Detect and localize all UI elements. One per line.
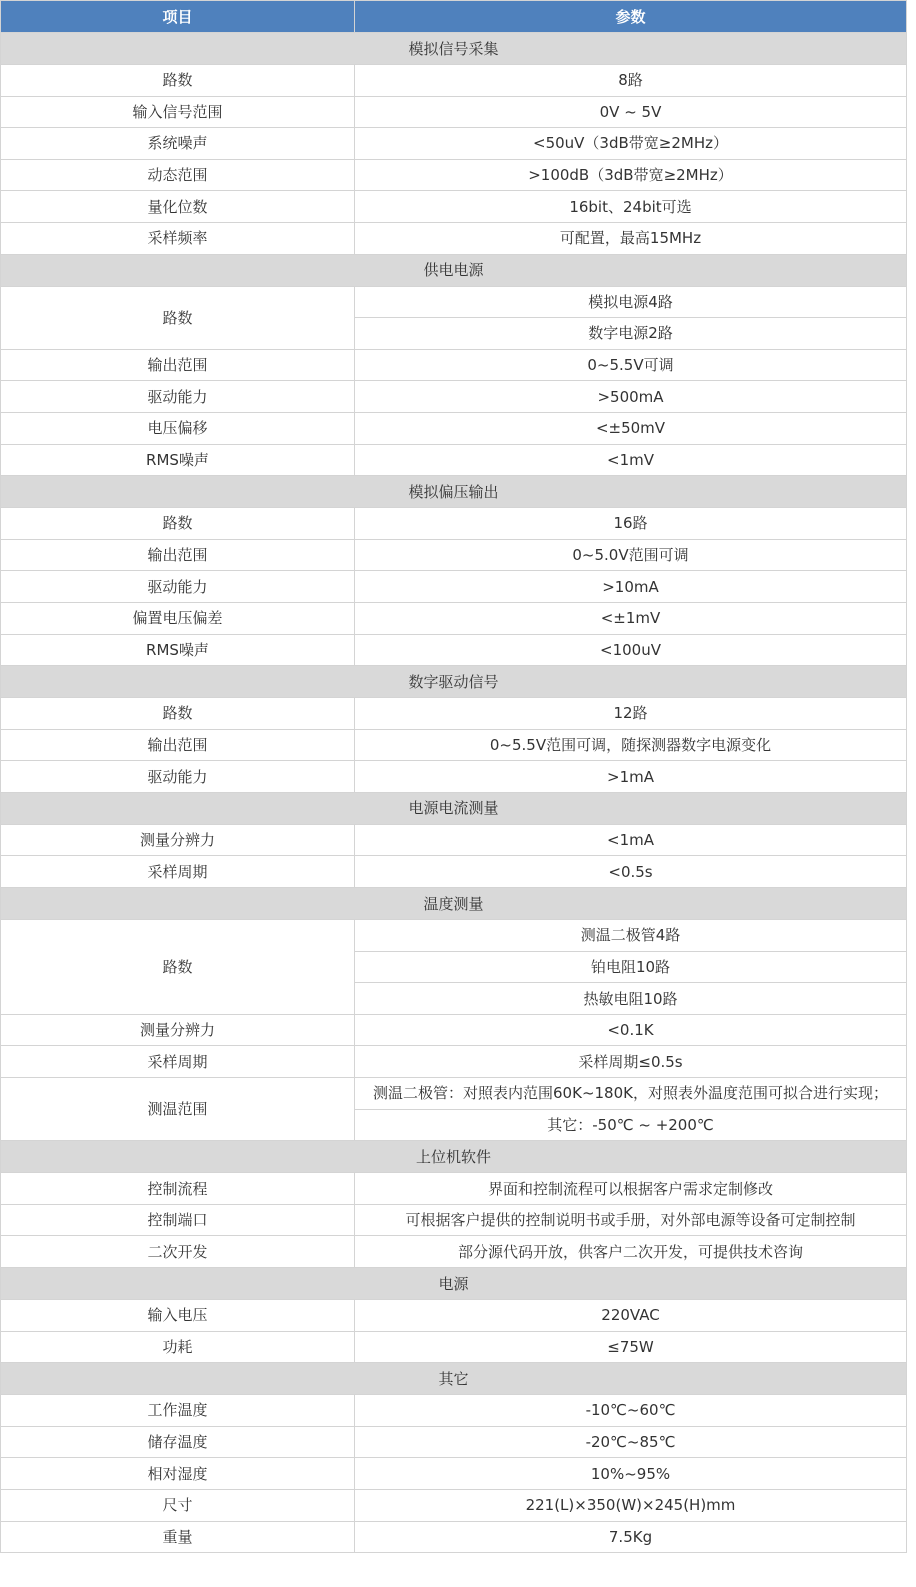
table-row bbox=[1, 1331, 907, 1363]
section-row bbox=[1, 1141, 907, 1173]
row-value: <100uV bbox=[355, 634, 907, 666]
row-label: 输出范围 bbox=[1, 539, 355, 571]
row-label: 输出范围 bbox=[1, 349, 355, 381]
row-value: -20℃~85℃ bbox=[355, 1426, 907, 1458]
section-title: 数字驱动信号 bbox=[1, 666, 907, 698]
table-row bbox=[1, 412, 907, 444]
row-label: 相对湿度 bbox=[1, 1458, 355, 1490]
section-row bbox=[1, 476, 907, 508]
table-row bbox=[1, 96, 907, 128]
row-value: 部分源代码开放，供客户二次开发，可提供技术咨询 bbox=[355, 1236, 907, 1268]
row-label: 采样周期 bbox=[1, 1046, 355, 1078]
row-label: 驱动能力 bbox=[1, 381, 355, 413]
row-value: 其它：-50℃ ~ +200℃ bbox=[355, 1109, 907, 1141]
row-label: 路数 bbox=[1, 65, 355, 97]
section-title: 其它 bbox=[1, 1363, 907, 1395]
table-row bbox=[1, 1521, 907, 1553]
row-label: 功耗 bbox=[1, 1331, 355, 1363]
table-row bbox=[1, 698, 907, 730]
table-header-row bbox=[1, 1, 907, 33]
row-label: 偏置电压偏差 bbox=[1, 602, 355, 634]
table-row bbox=[1, 824, 907, 856]
row-value: <1mV bbox=[355, 444, 907, 476]
row-value: 测温二极管：对照表内范围60K~180K，对照表外温度范围可拟合进行实现； bbox=[355, 1078, 907, 1110]
table-row bbox=[1, 349, 907, 381]
row-value: <±1mV bbox=[355, 602, 907, 634]
row-label: 测量分辨力 bbox=[1, 1014, 355, 1046]
row-value: ≤75W bbox=[355, 1331, 907, 1363]
row-label: 动态范围 bbox=[1, 159, 355, 191]
table-row bbox=[1, 65, 907, 97]
spec-body bbox=[1, 33, 907, 1553]
row-label: 驱动能力 bbox=[1, 571, 355, 603]
row-label: 重量 bbox=[1, 1521, 355, 1553]
row-value: >100dB（3dB带宽≥2MHz） bbox=[355, 159, 907, 191]
row-label: 二次开发 bbox=[1, 1236, 355, 1268]
row-value: 7.5Kg bbox=[355, 1521, 907, 1553]
table-row bbox=[1, 222, 907, 254]
row-label: 工作温度 bbox=[1, 1395, 355, 1427]
section-title: 供电电源 bbox=[1, 254, 907, 286]
row-value: 测温二极管4路 bbox=[355, 920, 907, 952]
row-value: 采样周期≤0.5s bbox=[355, 1046, 907, 1078]
table-row bbox=[1, 1395, 907, 1427]
table-row bbox=[1, 539, 907, 571]
table-row bbox=[1, 1300, 907, 1332]
section-title: 模拟信号采集 bbox=[1, 33, 907, 65]
row-label: 路数 bbox=[1, 286, 355, 349]
row-label: 路数 bbox=[1, 920, 355, 1015]
table-row bbox=[1, 1078, 907, 1110]
row-label: RMS噪声 bbox=[1, 444, 355, 476]
row-value: <0.1K bbox=[355, 1014, 907, 1046]
row-label: 输入信号范围 bbox=[1, 96, 355, 128]
row-label: 电压偏移 bbox=[1, 412, 355, 444]
table-row bbox=[1, 128, 907, 160]
row-value: >1mA bbox=[355, 761, 907, 793]
row-label: RMS噪声 bbox=[1, 634, 355, 666]
row-value: 可根据客户提供的控制说明书或手册，对外部电源等设备可定制控制 bbox=[355, 1204, 907, 1236]
row-value: 8路 bbox=[355, 65, 907, 97]
row-label: 测温范围 bbox=[1, 1078, 355, 1141]
table-row bbox=[1, 381, 907, 413]
table-row bbox=[1, 1236, 907, 1268]
table-row bbox=[1, 1489, 907, 1521]
table-row bbox=[1, 920, 907, 952]
section-title: 温度测量 bbox=[1, 888, 907, 920]
row-label: 储存温度 bbox=[1, 1426, 355, 1458]
table-row bbox=[1, 856, 907, 888]
row-label: 尺寸 bbox=[1, 1489, 355, 1521]
header-param: 参数 bbox=[355, 1, 907, 33]
row-value: 模拟电源4路 bbox=[355, 286, 907, 318]
row-value: -10℃~60℃ bbox=[355, 1395, 907, 1427]
row-label: 采样周期 bbox=[1, 856, 355, 888]
row-value: 10%~95% bbox=[355, 1458, 907, 1490]
row-value: 铂电阻10路 bbox=[355, 951, 907, 983]
table-row bbox=[1, 602, 907, 634]
table-row bbox=[1, 571, 907, 603]
table-row bbox=[1, 1426, 907, 1458]
table-row bbox=[1, 159, 907, 191]
table-row bbox=[1, 1458, 907, 1490]
row-value: <50uV（3dB带宽≥2MHz） bbox=[355, 128, 907, 160]
section-row bbox=[1, 666, 907, 698]
table-row bbox=[1, 761, 907, 793]
row-value: <0.5s bbox=[355, 856, 907, 888]
section-title: 上位机软件 bbox=[1, 1141, 907, 1173]
row-value: <±50mV bbox=[355, 412, 907, 444]
row-value: 0~5.0V范围可调 bbox=[355, 539, 907, 571]
section-row bbox=[1, 1268, 907, 1300]
row-value: <1mA bbox=[355, 824, 907, 856]
row-label: 测量分辨力 bbox=[1, 824, 355, 856]
table-row bbox=[1, 191, 907, 223]
row-label: 输出范围 bbox=[1, 729, 355, 761]
table-row bbox=[1, 1014, 907, 1046]
row-label: 系统噪声 bbox=[1, 128, 355, 160]
table-row bbox=[1, 1173, 907, 1205]
row-value: 12路 bbox=[355, 698, 907, 730]
table-row bbox=[1, 1046, 907, 1078]
section-row bbox=[1, 792, 907, 824]
section-row bbox=[1, 888, 907, 920]
row-value: 221(L)×350(W)×245(H)mm bbox=[355, 1489, 907, 1521]
row-label: 输入电压 bbox=[1, 1300, 355, 1332]
table-row bbox=[1, 286, 907, 318]
table-row bbox=[1, 729, 907, 761]
section-row bbox=[1, 254, 907, 286]
row-value: 0~5.5V范围可调，随探测器数字电源变化 bbox=[355, 729, 907, 761]
row-label: 量化位数 bbox=[1, 191, 355, 223]
section-title: 模拟偏压输出 bbox=[1, 476, 907, 508]
row-value: >500mA bbox=[355, 381, 907, 413]
row-value: >10mA bbox=[355, 571, 907, 603]
row-value: 0V ~ 5V bbox=[355, 96, 907, 128]
table-row bbox=[1, 1204, 907, 1236]
row-value: 界面和控制流程可以根据客户需求定制修改 bbox=[355, 1173, 907, 1205]
row-label: 路数 bbox=[1, 698, 355, 730]
row-label: 路数 bbox=[1, 508, 355, 540]
section-title: 电源 bbox=[1, 1268, 907, 1300]
row-value: 0~5.5V可调 bbox=[355, 349, 907, 381]
table-row bbox=[1, 444, 907, 476]
section-row bbox=[1, 1363, 907, 1395]
row-label: 驱动能力 bbox=[1, 761, 355, 793]
row-value: 可配置，最高15MHz bbox=[355, 222, 907, 254]
row-value: 热敏电阻10路 bbox=[355, 983, 907, 1015]
row-value: 数字电源2路 bbox=[355, 318, 907, 350]
table-row bbox=[1, 508, 907, 540]
section-title: 电源电流测量 bbox=[1, 792, 907, 824]
header-item: 项目 bbox=[1, 1, 355, 33]
table-row bbox=[1, 634, 907, 666]
section-row bbox=[1, 33, 907, 65]
row-label: 控制端口 bbox=[1, 1204, 355, 1236]
row-value: 16bit、24bit可选 bbox=[355, 191, 907, 223]
row-label: 采样频率 bbox=[1, 222, 355, 254]
row-value: 220VAC bbox=[355, 1300, 907, 1332]
row-value: 16路 bbox=[355, 508, 907, 540]
row-label: 控制流程 bbox=[1, 1173, 355, 1205]
